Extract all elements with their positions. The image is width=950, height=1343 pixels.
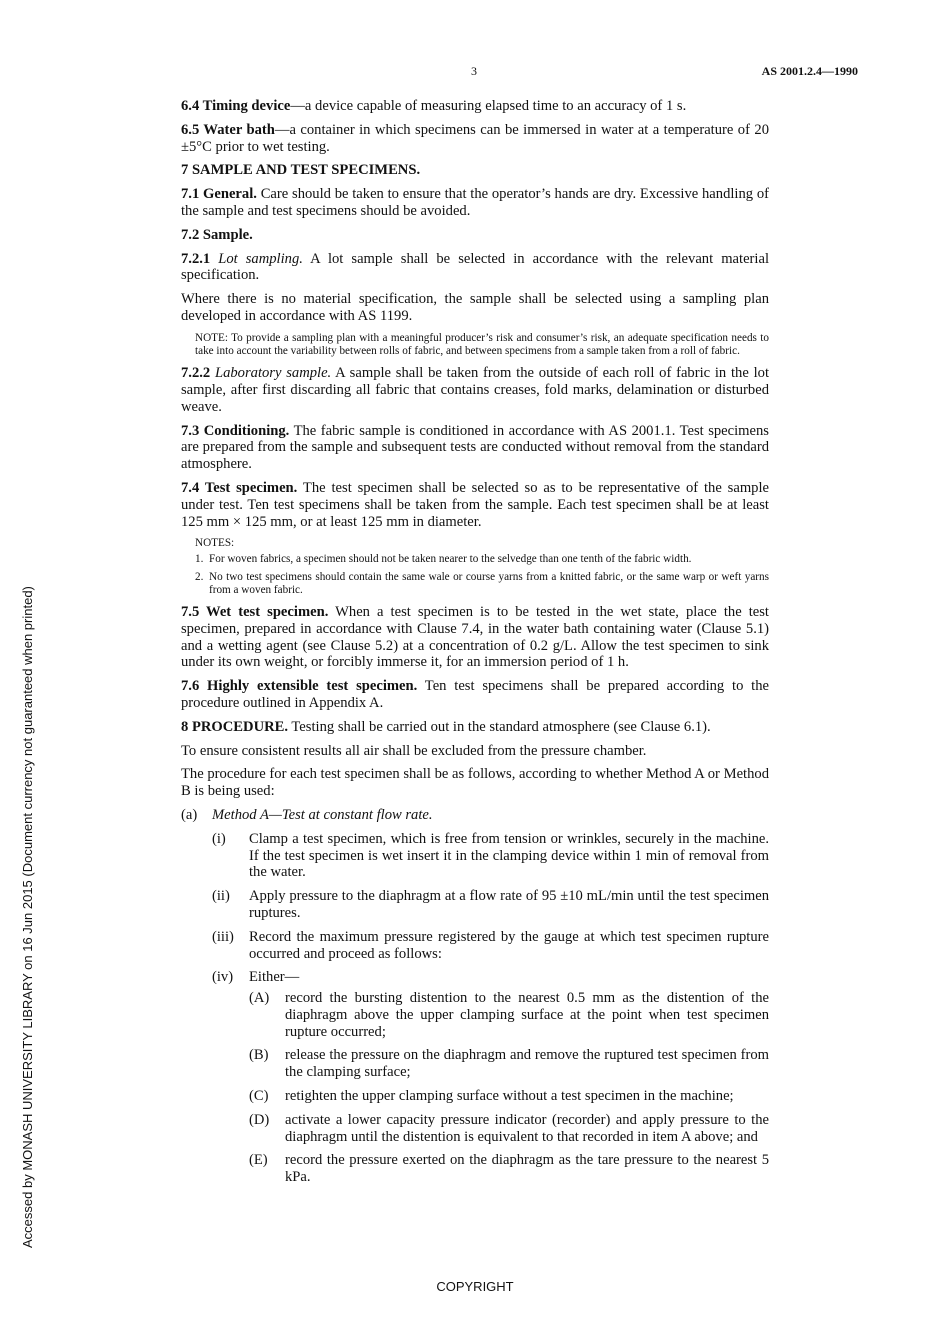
clause-text: A lot sample shall be selected in accordance with the relevant material specification. xyxy=(181,250,770,284)
step-text: Apply pressure to the diaphragm at a flow rate of 95 ±10 mL/min until the test specimen ruptures. xyxy=(249,888,769,921)
list-label: (a) xyxy=(181,806,198,823)
clause-text: When a test specimen is to be tested in the wet state, place the test specimen, prepared in accordance with Clause 7.4, in the water bath containing water (Clause 5.1) and a wetting agent (see Clause 5.2) at a concentration of 0.2 g/L. Allow the test specimen to sink under its own weight, or forcibly immerse it, for an immersion period of 1 h. xyxy=(181,603,769,671)
clause-7-2-heading: 7.2 Sample. xyxy=(181,226,253,243)
list-text: Method A—Test at constant flow rate. xyxy=(212,806,433,823)
note-item xyxy=(195,553,769,566)
clause-7-1 xyxy=(181,186,769,220)
substep-label: (E) xyxy=(249,1152,268,1169)
clause-heading: 7.1 General. xyxy=(181,186,257,203)
clause-heading: 7.3 Conditioning. xyxy=(181,422,290,439)
note-text: No two test specimens should contain the same wale or course yarns from a knitted fabric, or the same warp or weft yarns from a woven fabric. xyxy=(209,570,769,596)
step-label: (i) xyxy=(212,830,226,847)
access-notice: Accessed by MONASH UNIVERSITY LIBRARY on 16 Jun 2015 (Document currency not guaranteed when printed) xyxy=(20,586,35,1248)
paragraph-procedure: The procedure for each test specimen shall be as follows, according to whether Method A or Method B is being used: xyxy=(181,766,769,800)
section-8 xyxy=(181,719,769,736)
step-text: Either— xyxy=(249,969,300,986)
step-text: Record the maximum pressure registered by the gauge at which test specimen rupture occurred and proceed as follows: xyxy=(249,928,769,962)
list-item-method-a xyxy=(181,807,769,824)
clause-heading: 7.6 Highly extensible test specimen. xyxy=(181,678,418,695)
page-body xyxy=(181,98,769,1193)
substep-label: (D) xyxy=(249,1111,270,1128)
page-number: 3 xyxy=(471,64,477,78)
clause-heading: 6.4 Timing device xyxy=(181,98,291,114)
clause-text: The test specimen shall be selected so as to be representative of the sample under test. Ten test specimens shall be taken from the sample. Each test specimen shall be at least 125 mm × 125 mm, or at least 125 mm in diameter. xyxy=(181,479,769,530)
clause-text: Ten test specimens shall be prepared according to the procedure outlined in Appendix A. xyxy=(181,678,769,711)
paragraph-air: To ensure consistent results all air shall be excluded from the pressure chamber. xyxy=(181,742,647,759)
clause-title: Laboratory sample. xyxy=(210,365,332,382)
clause-text: The fabric sample is conditioned in accordance with AS 2001.1. Test specimens are prepared from the sample and subsequent tests are conducted without removal from the standard atmosphere. xyxy=(181,422,769,473)
substep-text: retighten the upper clamping surface without a test specimen in the machine; xyxy=(285,1088,734,1105)
substep-text: record the pressure exerted on the diaphragm as the tare pressure to the nearest 5 kPa. xyxy=(285,1152,769,1186)
section-heading: 8 PROCEDURE. xyxy=(181,718,289,735)
step-item xyxy=(212,969,769,986)
step-label: (iv) xyxy=(212,969,234,986)
substep-item xyxy=(249,1152,769,1186)
substep-item xyxy=(249,1047,769,1081)
substep-text: record the bursting distention to the nearest 0.5 mm as the distention of the diaphragm above the upper clamping surface at the point when test specimen rupture occurred; xyxy=(285,990,769,1040)
step-item xyxy=(212,929,769,963)
note-item xyxy=(195,571,769,597)
clause-text: Care should be taken to ensure that the operator’s hands are dry. Excessive handling of the sample and test specimens should be avoided. xyxy=(181,186,769,219)
step-label: (ii) xyxy=(212,888,230,905)
section-7-heading: 7 SAMPLE AND TEST SPECIMENS. xyxy=(181,162,421,179)
step-item xyxy=(212,831,769,881)
substep-label: (A) xyxy=(249,990,270,1007)
substep-item xyxy=(249,990,769,1040)
substep-text: release the pressure on the diaphragm and remove the ruptured test specimen from the clamping surface; xyxy=(285,1047,769,1081)
clause-6-5 xyxy=(181,122,769,156)
copyright-footer: COPYRIGHT xyxy=(436,1279,514,1294)
step-label: (iii) xyxy=(212,928,234,945)
step-item xyxy=(212,888,769,922)
clause-text: —a device capable of measuring elapsed time to an accuracy of 1 s. xyxy=(290,98,687,114)
clause-heading: 7.5 Wet test specimen. xyxy=(181,603,329,620)
clause-title: Lot sampling. xyxy=(210,250,303,267)
substep-label: (C) xyxy=(249,1088,269,1105)
clause-text: Testing shall be carried out in the standard atmosphere (see Clause 6.1). xyxy=(288,718,711,735)
clause-heading: 6.5 Water bath xyxy=(181,121,275,138)
note-sampling-plan: NOTE: To provide a sampling plan with a meaningful producer’s risk and consumer’s risk, an adequate specification needs to take into account the variability between rolls of fabric, and between specimens from a sample taken from a roll of fabric. xyxy=(195,331,769,357)
clause-7-6 xyxy=(181,678,769,712)
clause-7-5 xyxy=(181,604,769,671)
clause-heading: 7.4 Test specimen. xyxy=(181,479,298,496)
clause-7-4 xyxy=(181,480,769,530)
note-text: For woven fabrics, a specimen should not be taken nearer to the selvedge than one tenth of the fabric width. xyxy=(209,553,692,566)
note-number: 1. xyxy=(195,553,204,566)
clause-7-2-1 xyxy=(181,251,769,285)
note-number: 2. xyxy=(195,570,204,583)
clause-text: A sample shall be taken from the outside of each roll of fabric in the lot sample, after first discarding all fabric that contains creases, fold marks, delamination or disturbed weave. xyxy=(181,365,770,415)
notes-heading: NOTES: xyxy=(195,537,235,550)
step-text: Clamp a test specimen, which is free from tension or wrinkles, securely in the machine. If the test specimen is wet insert it in the clamping device within 1 min of removal from the water. xyxy=(249,830,769,881)
substep-text: activate a lower capacity pressure indicator (recorder) and apply pressure to the diaphragm until the distention is equivalent to that recorded in item A above; and xyxy=(285,1111,769,1145)
clause-number: 7.2.1 xyxy=(181,250,211,267)
substep-item xyxy=(249,1112,769,1146)
paragraph-no-specification: Where there is no material specification, the sample shall be selected using a sampling plan developed in accordance with AS 1199. xyxy=(181,291,769,324)
clause-7-2-2 xyxy=(181,365,769,415)
clause-6-4 xyxy=(181,98,769,115)
standard-number: AS 2001.2.4—1990 xyxy=(761,64,858,78)
substep-item xyxy=(249,1088,769,1105)
clause-text: —a container in which specimens can be immersed in water at a temperature of 20 ±5°C prior to wet testing. xyxy=(181,121,769,155)
substep-label: (B) xyxy=(249,1047,269,1064)
clause-number: 7.2.2 xyxy=(181,365,211,382)
clause-7-3 xyxy=(181,423,769,473)
